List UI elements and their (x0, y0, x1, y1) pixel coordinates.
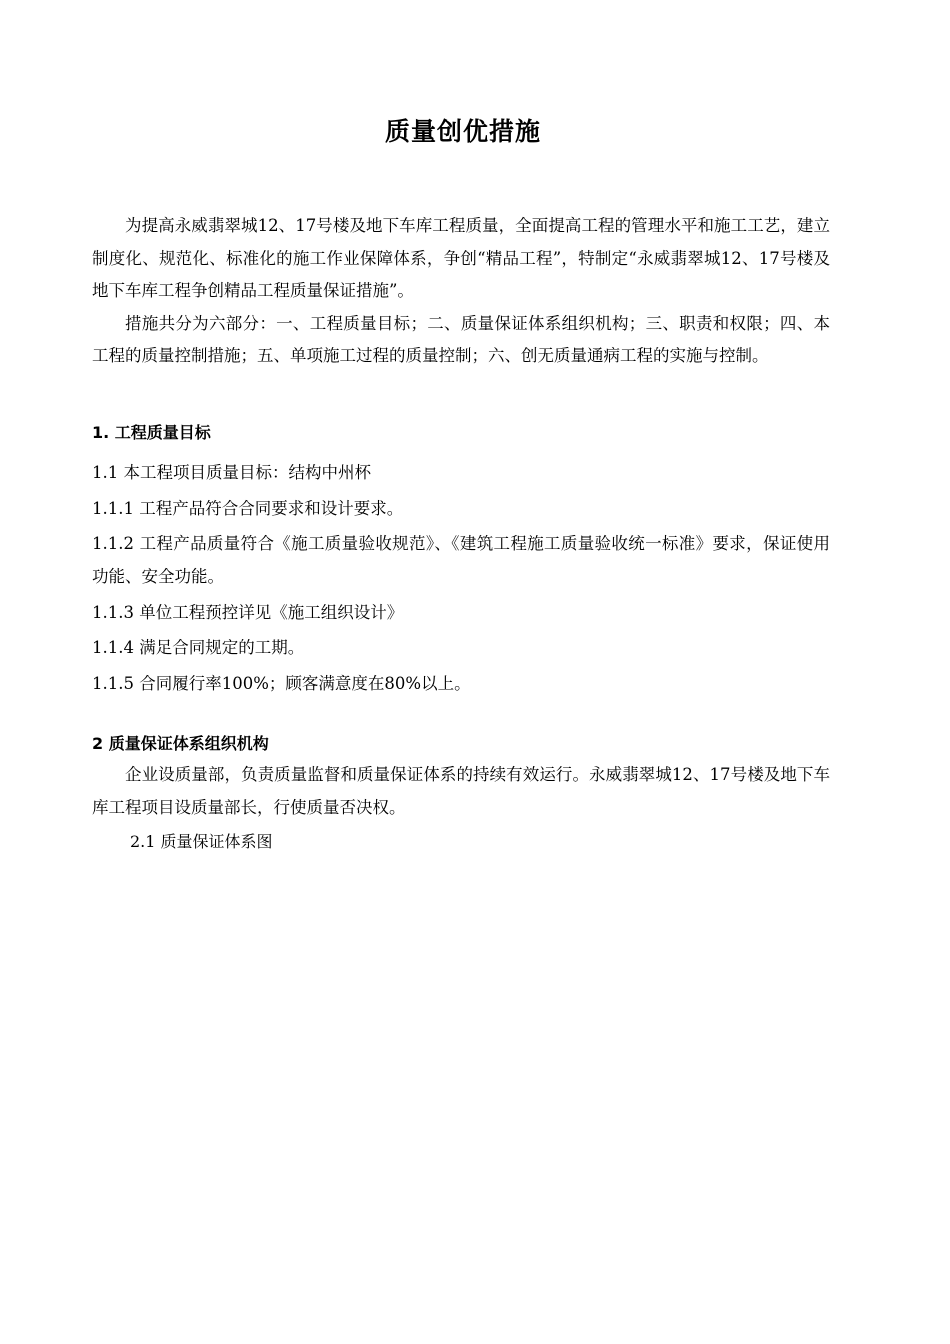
section-2-block (92, 759, 830, 824)
intro-paragraph-1: 为提高永威翡翠城12、17号楼及地下车库工程质量，全面提高工程的管理水平和施工工艺，建立制度化、规范化、标准化的施工作业保障体系，争创“精品工程”，特制定“永威翡翠城12、17号楼及地下车库工程争创精品工程质量保证措施”。 (92, 216, 830, 300)
section-1-item-6: 1.1.5 合同履行率100%；顾客满意度在80%以上。 (92, 674, 471, 693)
section-1-item-5: 1.1.4 满足合同规定的工期。 (92, 638, 305, 657)
section-1-heading: 1. 工程质量目标 (92, 423, 211, 442)
document-title: 质量创优措施 (384, 117, 541, 146)
section-1-item-2: 1.1.1 工程产品符合合同要求和设计要求。 (92, 499, 404, 518)
section-1-item-3: 1.1.2 工程产品质量符合《施工质量验收规范》、《建筑工程施工质量验收统一标准》要求，保证使用功能、安全功能。 (92, 534, 830, 586)
section-2-paragraph: 企业设质量部，负责质量监督和质量保证体系的持续有效运行。永威翡翠城12、17号楼及地下车库工程项目设质量部长，行使质量否决权。 (92, 765, 830, 817)
section-2-subheading: 2.1 质量保证体系图 (130, 832, 273, 851)
intro-block (92, 210, 830, 373)
section-1-item-4: 1.1.3 单位工程预控详见《施工组织设计》 (92, 603, 404, 622)
section-2-heading: 2 质量保证体系组织机构 (92, 734, 269, 753)
intro-paragraph-2: 措施共分为六部分：一、工程质量目标；二、质量保证体系组织机构；三、职责和权限；四、本工程的质量控制措施；五、单项施工过程的质量控制；六、创无质量通病工程的实施与控制。 (92, 313, 830, 365)
section-1-item-1: 1.1 本工程项目质量目标：结构中州杯 (92, 463, 371, 482)
